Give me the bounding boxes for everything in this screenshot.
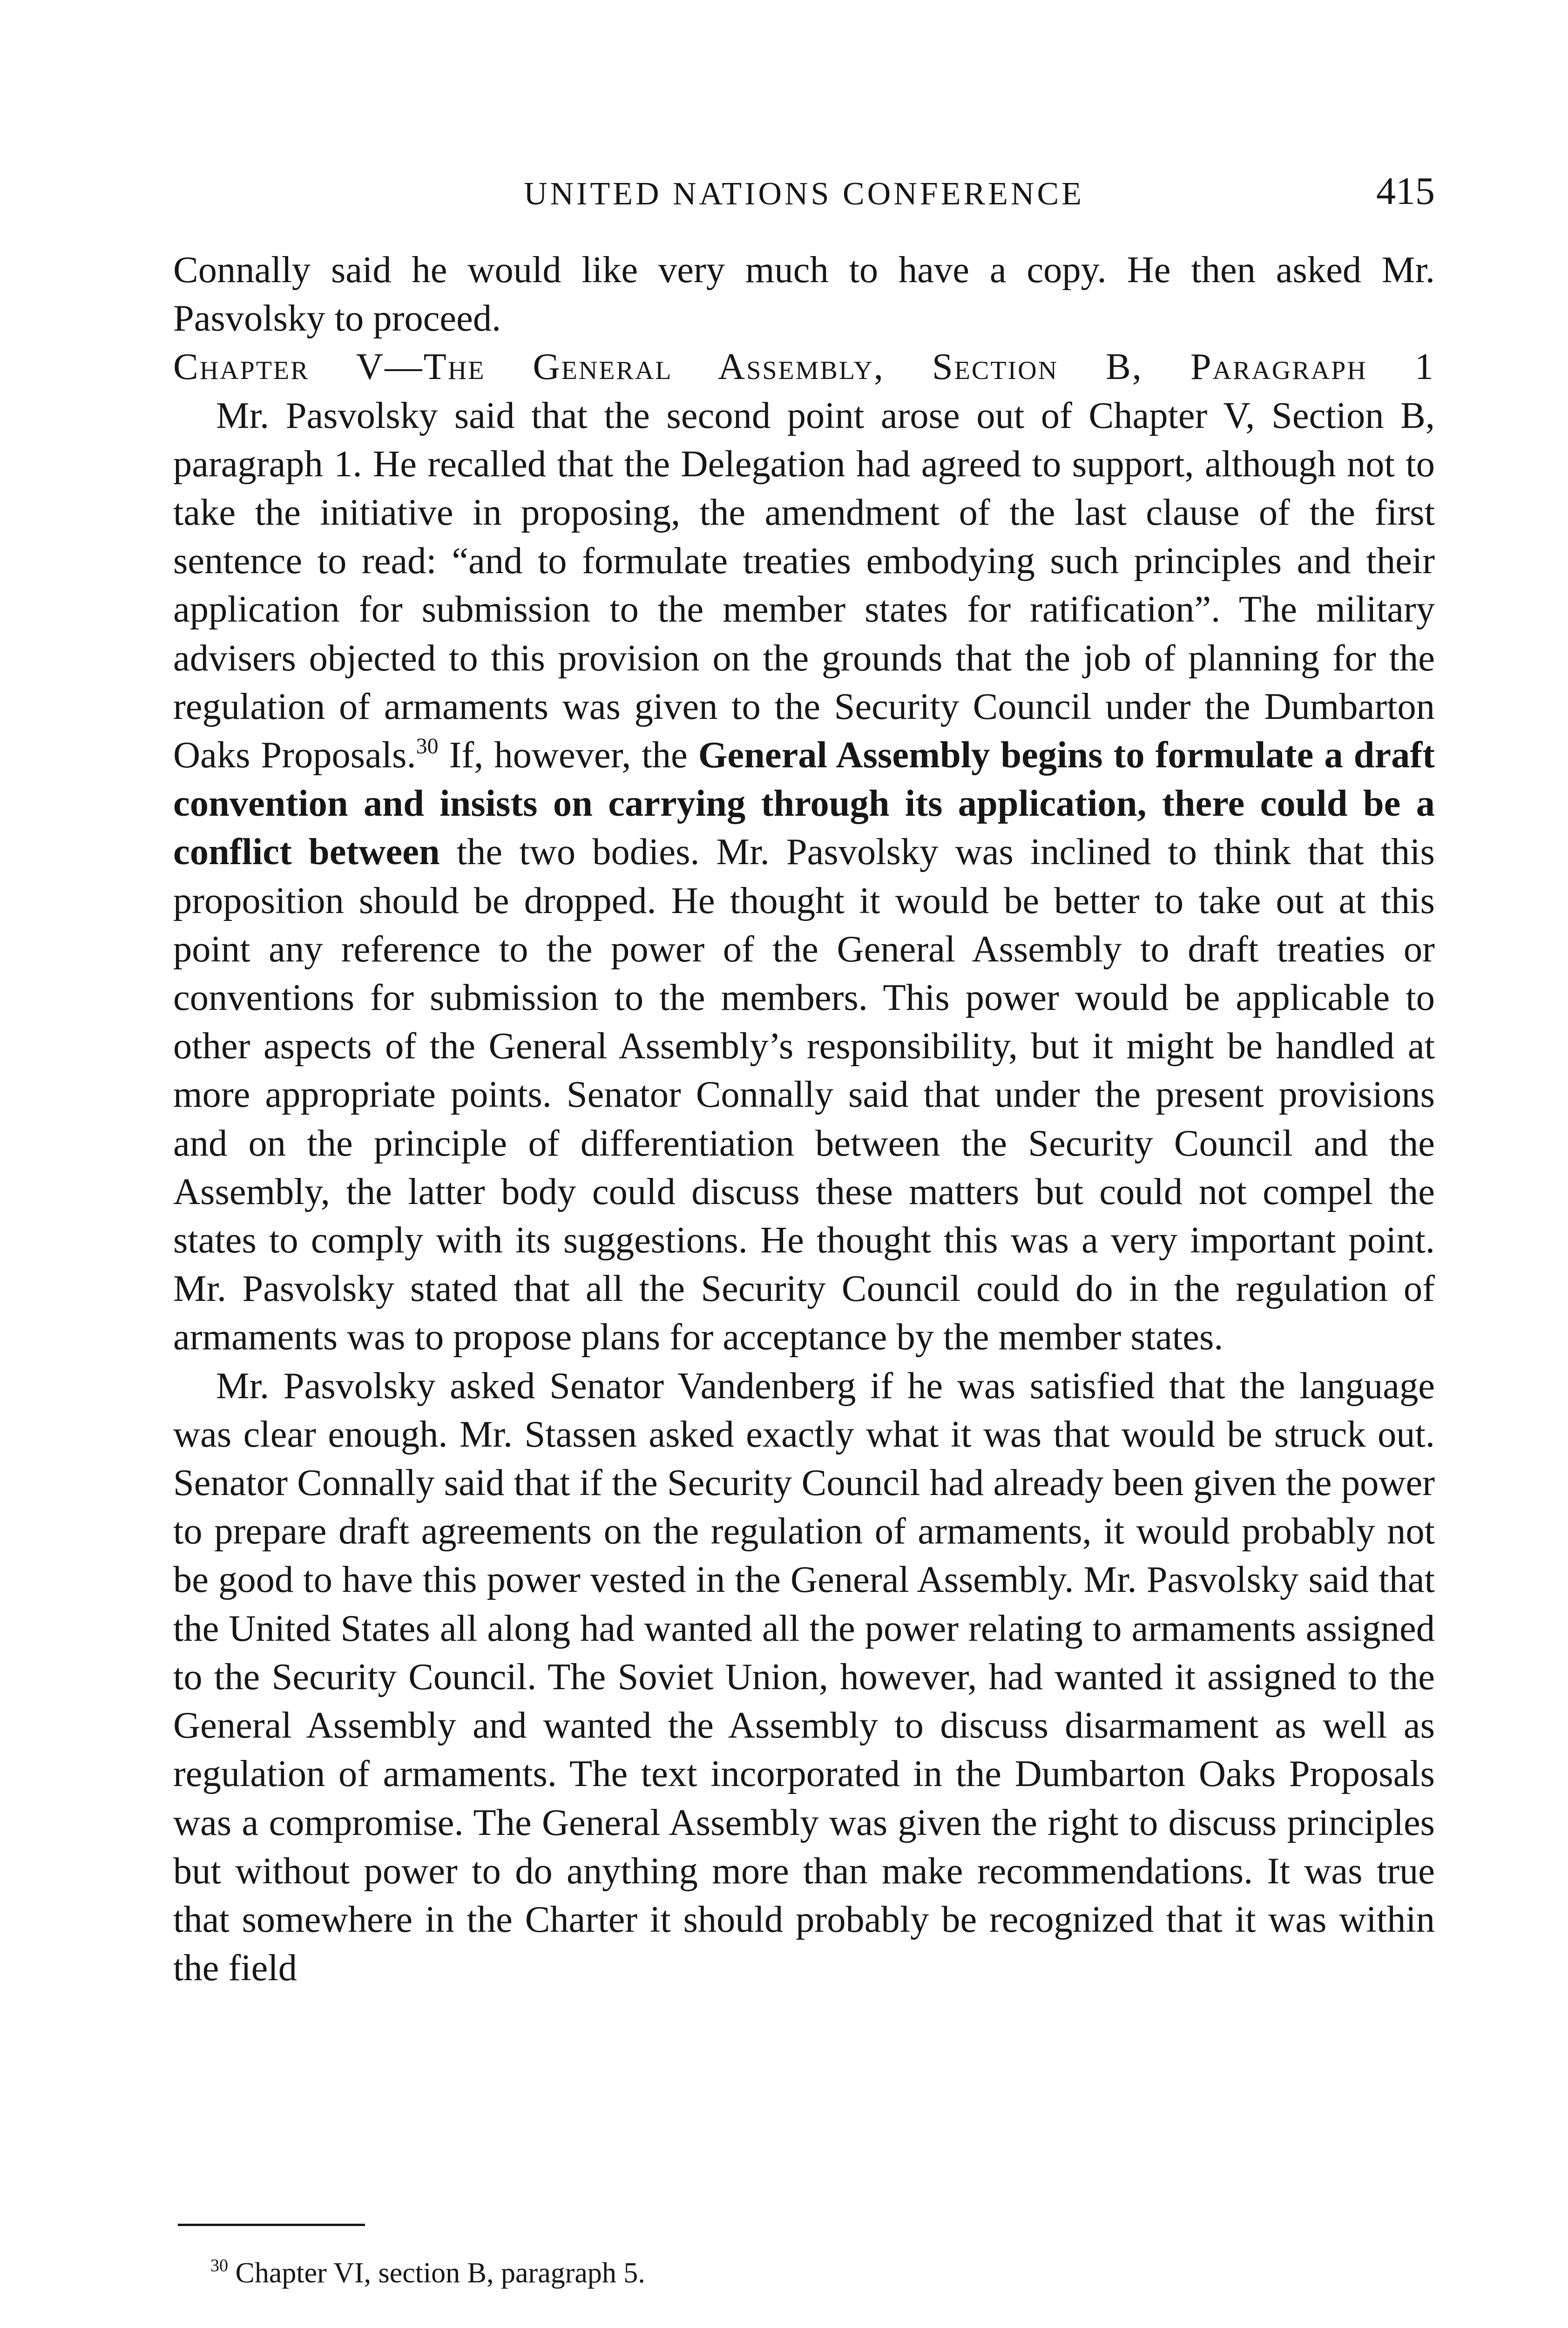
footnote [210, 2254, 645, 2292]
footnote-divider [178, 2224, 365, 2226]
paragraph: Mr. Pasvolsky asked Senator Vandenberg if he was satisfied that the language was clear enough. Mr. Stassen asked exactly what it was that would be struck out. Senator Connally said that if the Security Council had already been given the power to prepare draft agreements on the regulation of armaments, it would probably not be good to have this power vested in the General Assembly. Mr. Pasvolsky said that the United States all along had wanted all the power relating to armaments assigned to the Security Council. The Soviet Union, however, had wanted it assigned to the General Assembly and wanted the Assembly to discuss disarmament as well as regulation of armaments. The text incorporated in the Dumbarton Oaks Proposals was a compromise. The General Assembly was given the right to discuss principles but without power to do anything more than make recommendations. It was true that somewhere in the Charter it should probably be recognized that it was within the field [173, 1365, 1435, 1989]
paragraph [173, 392, 1435, 1362]
footnote-reference: 30 [416, 734, 439, 759]
paragraph-text: Mr. Pasvolsky said that the second point arose out of Chapter V, Section B, paragraph 1. He recalled that the Delegation had agreed to support, although not to take the initiative in proposing, the amendment of the last clause of the first sentence to read: “and to formulate treaties embodying such principles and their application for submission to the member states for ratification”. The military advisers objected to this provision on the grounds that the job of planning for the regulation of armaments was given to the Security Council under the Dumbarton Oaks Proposals. [173, 394, 1435, 776]
page-number: 415 [1376, 169, 1435, 213]
paragraph-text: If, however, the [438, 734, 698, 776]
body-text [173, 246, 1435, 1992]
paragraph-text: the two bodies. Mr. Pasvolsky was inclined to think that this proposition should be dropped. He thought it would be better to take out at this point any reference to the power of the General Assembly to draft treaties or conventions for submission to the members. This power would be applicable to other aspects of the General Assembly’s responsibility, but it might be handled at more appropriate points. Senator Connally said that under the present provisions and on the principle of differentiation between the Security Council and the Assembly, the latter body could discuss these matters but could not compel the states to comply with its suggestions. He thought this was a very important point. Mr. Pasvolsky stated that all the Security Council could do in the regulation of armaments was to propose plans for acceptance by the member states. [173, 831, 1435, 1358]
section-heading: Chapter V—The General Assembly, Section B, Paragraph 1 [173, 346, 1435, 388]
running-title: UNITED NATIONS CONFERENCE [524, 176, 1084, 212]
paragraph-continuation: Connally said he would like very much to have a copy. He then asked Mr. Pasvolsky to proceed. [173, 249, 1435, 339]
footnote-marker: 30 [210, 2256, 228, 2275]
bold-passage: General Assembly begins to formulate a draft convention and insists on carrying through its application, there could be a conflict between [173, 734, 1435, 873]
footnote-text: Chapter VI, section B, paragraph 5. [228, 2257, 645, 2289]
running-head [173, 169, 1435, 215]
